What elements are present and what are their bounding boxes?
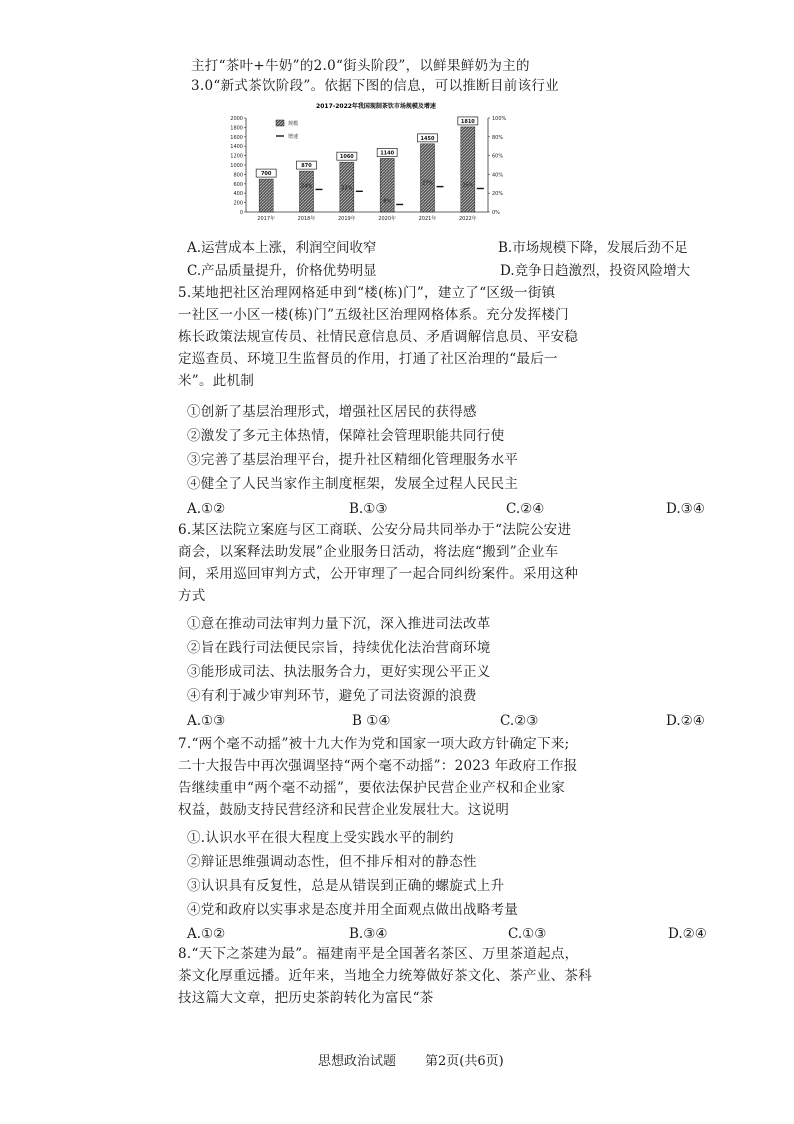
- y-right-tick-label-3: 60%: [492, 153, 504, 160]
- q6-option-b[interactable]: B ①④: [352, 713, 391, 729]
- y-left-tick-label-7: 1400: [230, 144, 243, 151]
- q6-item-2: ②旨在践行司法便民宗旨，持续优化法治营商环境: [187, 640, 491, 656]
- q6-option-d[interactable]: D.②④: [666, 713, 705, 729]
- q5-item-2: ②激发了多元主体热情，保障社会管理职能共同行使: [187, 428, 505, 444]
- q4-stem-line-2: 3.0“新式茶饮阶段”。依据下图的信息，可以推断目前该行业: [191, 78, 559, 94]
- bar-4: [421, 144, 435, 212]
- q5-item-3: ③完善了基层治理平台，提升社区精细化管理服务水平: [187, 452, 519, 468]
- value-label-0: 700: [260, 171, 272, 178]
- q6-item-1: ①意在推动司法审判力量下沉，深入推进司法改革: [187, 616, 491, 632]
- q4-option-d[interactable]: D.竞争日趋激烈，投资风险增大: [500, 263, 691, 279]
- y-left-tick-label-9: 1800: [230, 125, 243, 132]
- q8-stem-line-3: 技这篇大文章，把历史茶韵转化为富民“茶: [178, 990, 434, 1006]
- y-left-tick-label-0: 0: [239, 210, 243, 216]
- y-left-tick-label-5: 1000: [230, 163, 243, 169]
- q6-option-c[interactable]: C.②③: [500, 713, 539, 729]
- bar-0: [259, 179, 273, 212]
- y-left-tick-label-4: 800: [233, 172, 243, 179]
- q8-stem-line-2: 茶文化厚重远播。近年来，当地全力统筹做好茶文化、茶产业、茶科: [178, 968, 592, 984]
- value-label-3: 1140: [380, 150, 395, 157]
- growth-label-5: 25%: [462, 182, 474, 189]
- y-right-tick-label-2: 40%: [492, 172, 504, 179]
- q5-option-d[interactable]: D.③④: [666, 501, 705, 517]
- market-size-chart: [226, 98, 526, 230]
- y-left-tick-label-1: 200: [233, 200, 243, 207]
- q4-option-b[interactable]: B.市场规模下降，发展后劲不足: [498, 240, 688, 256]
- bar-5: [461, 127, 475, 212]
- y-left-tick-label-6: 1200: [230, 153, 243, 160]
- category-label-3: 2020年: [378, 216, 397, 222]
- category-label-4: 2021年: [418, 216, 437, 222]
- q4-option-c[interactable]: C.产品质量提升，价格优势明显: [187, 263, 377, 279]
- q7-item-2: ②辩证思维强调动态性，但不排斥相对的静态性: [187, 854, 477, 870]
- q7-stem-line-1: 7.“两个毫不动摇”被十九大作为党和国家一项大政方针确定下来;: [178, 736, 570, 752]
- growth-label-2: 22%: [341, 185, 353, 192]
- q6-option-a[interactable]: A.①③: [187, 713, 226, 729]
- q7-stem-line-4: 权益，鼓励支持民营经济和民营企业发展壮大。这说明: [178, 802, 510, 818]
- y-right-tick-label-5: 100%: [492, 116, 507, 122]
- q7-item-1: ①.认识水平在很大程度上受实践水平的制约: [187, 830, 454, 846]
- q5-option-b[interactable]: B.①③: [349, 501, 388, 517]
- q5-stem-line-2: 一社区一小区一楼(栋)门”五级社区治理网格体系。充分发挥楼门: [178, 307, 569, 323]
- value-label-1: 870: [301, 163, 312, 170]
- y-left-tick-label-10: 2000: [230, 116, 243, 122]
- chart-legend: [276, 120, 298, 140]
- q5-stem-line-1: 5.某地把社区治理网格延申到“楼(栋)门”，建立了“区级一街镇: [178, 285, 556, 301]
- q7-stem-line-2: 二十大报告中再次强调坚持“两个毫不动摇”：2023 年政府工作报: [178, 758, 578, 774]
- value-label-2: 1060: [339, 154, 354, 161]
- legend-label-growth: 增速: [288, 134, 299, 140]
- q7-option-c[interactable]: C.①③: [508, 926, 547, 942]
- growth-label-1: 24%: [300, 183, 313, 190]
- legend-swatch-size: [276, 120, 284, 126]
- footer-page-number: 第2页(共6页): [425, 1054, 504, 1069]
- chart-labels: [256, 117, 484, 222]
- y-right-tick-label-0: 0%: [492, 210, 500, 216]
- y-left-tick-label-2: 400: [233, 191, 243, 198]
- q6-item-4: ④有利于减少审判环节，避免了司法资源的浪费: [187, 688, 477, 704]
- y-right-tick-label-1: 20%: [492, 191, 504, 198]
- q5-item-1: ①创新了基层治理形式，增强社区居民的获得感: [187, 404, 477, 420]
- category-label-1: 2018年: [297, 216, 316, 222]
- bar-1: [300, 171, 314, 212]
- q7-stem-line-3: 告继续重申“两个毫不动摇”，要依法保护民营企业产权和企业家: [178, 780, 566, 796]
- q7-option-d[interactable]: D.②④: [668, 926, 707, 942]
- chart-title: 2017-2022年我国现制茶饮市场规模及增速: [316, 103, 436, 110]
- y-left-tick-label-8: 1600: [230, 134, 243, 141]
- q5-item-4: ④健全了人民当家作主制度框架，发展全过程人民民主: [187, 476, 519, 492]
- q6-stem-line-3: 间，采用巡回审判方式，公开审理了一起合同纠纷案件。采用这种: [178, 566, 579, 582]
- chart-svg: [226, 98, 526, 230]
- q4-stem-line-1: 主打“茶叶+牛奶”的2.0“街头阶段”，以鲜果鲜奶为主的: [191, 58, 530, 74]
- q7-option-a[interactable]: A.①②: [187, 926, 226, 942]
- q5-option-c[interactable]: C.②④: [506, 501, 545, 517]
- q7-option-b[interactable]: B.③④: [349, 926, 388, 942]
- q6-stem-line-1: 6.某区法院立案庭与区工商联、公安分局共同举办于“法院公安进: [178, 522, 572, 538]
- category-label-2: 2019年: [337, 216, 356, 222]
- q5-stem-line-5: 米”。此机制: [178, 373, 255, 389]
- q6-stem-line-4: 方式: [178, 588, 206, 604]
- legend-label-size: 规模: [288, 121, 299, 127]
- value-label-5: 1810: [460, 118, 475, 125]
- q5-option-a[interactable]: A.①②: [187, 501, 226, 517]
- growth-label-4: 27%: [421, 180, 434, 187]
- q7-item-4: ④党和政府以实事求是态度并用全面观点做出战略考量: [187, 902, 519, 918]
- category-label-0: 2017年: [257, 216, 276, 222]
- q4-option-a[interactable]: A.运营成本上涨，利润空间收窄: [187, 240, 377, 256]
- value-label-4: 1450: [420, 135, 435, 142]
- y-left-tick-label-3: 600: [233, 181, 243, 188]
- q8-stem-line-1: 8.“天下之茶建为最”。福建南平是全国著名茶区、万里茶道起点，: [178, 946, 579, 962]
- q6-item-3: ③能形成司法、执法服务合力，更好实现公平正义: [187, 664, 491, 680]
- footer-subject: 思想政治试题: [318, 1054, 397, 1069]
- q7-item-3: ③认识具有反复性，总是从错误到正确的螺旋式上升: [187, 878, 505, 894]
- category-label-5: 2022年: [458, 216, 477, 222]
- q5-stem-line-3: 栋长政策法规宣传员、社情民意信息员、矛盾调解信息员、平安稳: [178, 329, 579, 345]
- q5-stem-line-4: 定巡查员、环境卫生监督员的作用，打通了社区治理的“最后一: [178, 351, 558, 367]
- q6-stem-line-2: 商会，以案释法助发展”企业服务日活动，将法庭“搬到”企业车: [178, 544, 559, 560]
- growth-label-3: 8%: [383, 198, 392, 205]
- y-right-tick-label-4: 80%: [492, 134, 504, 141]
